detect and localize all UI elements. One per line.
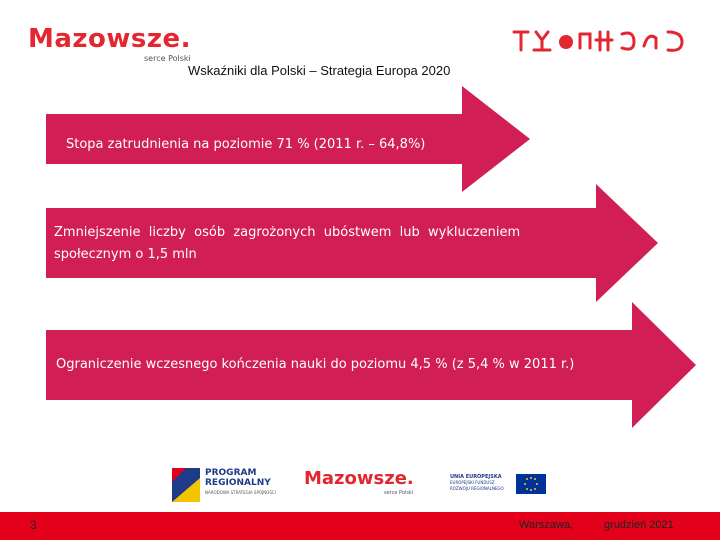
arrow-3-label: Ograniczenie wczesnego kończenia nauki do poziomu 4,5 % (z 5,4 % w 2011 r.) [56,357,575,372]
arrow-2-shape [46,184,658,302]
program-regionalny-logo-icon [172,468,200,502]
eu-flag-icon [516,474,546,494]
mazowsze-logo [28,24,208,64]
eu-line2: EUROPEJSKI FUNDUSZ [450,480,495,485]
page-title: Wskaźniki dla Polski – Strategia Europa 2020 [188,63,451,78]
eu-line3: ROZWOJU REGIONALNEGO [450,486,504,491]
footer-city: Warszawa, [519,519,573,531]
region-pictograms-icon [510,26,690,56]
funding-logos [172,466,548,508]
program-line1: PROGRAM [205,468,257,478]
footer-brand-tagline: serce Polski [384,490,414,496]
page-number: 3 [30,518,37,532]
footer-brand-wordmark: Mazowsze. [304,468,414,489]
program-line2: REGIONALNY [205,478,271,488]
brand-wordmark: Mazowsze. [28,24,192,54]
footer-date: grudzień 2021 [604,519,674,531]
arrow-2-label-line1: Zmniejszenie liczby osób zagrożonych ubóstwem lub wykluczeniem [54,225,521,240]
arrow-1-label: Stopa zatrudnienia na poziomie 71 % (2011 r. – 64,8%) [66,137,426,152]
program-line3: NARODOWA STRATEGIA SPÓJNOŚCI [205,490,276,495]
brand-tagline: serce Polski [144,54,191,63]
arrow-2-label-line2: społecznym o 1,5 mln [54,247,197,262]
eu-line1: UNIA EUROPEJSKA [450,474,502,480]
